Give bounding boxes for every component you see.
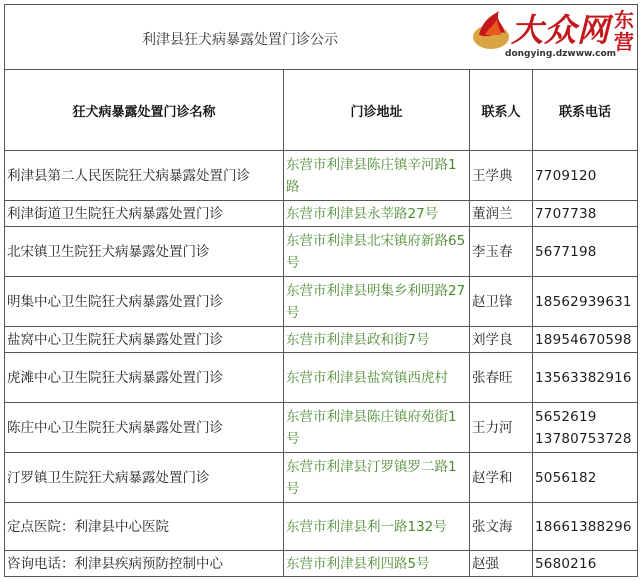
- title-cell: [5, 5, 638, 70]
- clinic-name: 盐窝中心卫生院狂犬病暴露处置门诊: [5, 327, 284, 353]
- clinic-phone: 5056182: [533, 453, 638, 503]
- table-row: [5, 227, 638, 277]
- clinic-name: 北宋镇卫生院狂犬病暴露处置门诊: [5, 227, 284, 277]
- table-row: [5, 403, 638, 453]
- page-title: 利津县狂犬病暴露处置门诊公示: [142, 32, 338, 48]
- clinic-contact: 王学典: [470, 151, 533, 201]
- table-row: [5, 327, 638, 353]
- clinic-name: 利津街道卫生院狂犬病暴露处置门诊: [5, 201, 284, 227]
- table-row: [5, 201, 638, 227]
- clinic-address: 东营市利津县利四路5号: [284, 551, 470, 577]
- clinic-name: 利津县第二人民医院狂犬病暴露处置门诊: [5, 151, 284, 201]
- table-row: [5, 551, 638, 577]
- clinic-name: 明集中心卫生院狂犬病暴露处置门诊: [5, 277, 284, 327]
- clinic-contact: 赵学和: [470, 453, 533, 503]
- clinic-address: 东营市利津县政和街7号: [284, 327, 470, 353]
- table-row: [5, 503, 638, 551]
- clinic-name: 定点医院：利津县中心医院: [5, 503, 284, 551]
- clinic-phone: 5680216: [533, 551, 638, 577]
- clinic-contact: 刘学良: [470, 327, 533, 353]
- clinic-name: 咨询电话：利津县疾病预防控制中心: [5, 551, 284, 577]
- table-row: [5, 277, 638, 327]
- clinic-phone: 18562939631: [533, 277, 638, 327]
- title-row: [5, 5, 638, 70]
- clinic-address: 东营市利津县陈庄镇府苑街1号: [284, 403, 470, 453]
- clinic-contact: 王力河: [470, 403, 533, 453]
- clinic-address: 东营市利津县汀罗镇罗二路1号: [284, 453, 470, 503]
- flame-logo-icon: [469, 9, 513, 53]
- clinic-phone: 7707738: [533, 201, 638, 227]
- clinic-contact: 李玉春: [470, 227, 533, 277]
- clinic-phone: 18661388296: [533, 503, 638, 551]
- clinic-name: 汀罗镇卫生院狂犬病暴露处置门诊: [5, 453, 284, 503]
- table-row: [5, 453, 638, 503]
- clinic-phone: 18954670598: [533, 327, 638, 353]
- clinic-name: 虎滩中心卫生院狂犬病暴露处置门诊: [5, 353, 284, 403]
- logo-city: 东营: [614, 8, 634, 54]
- clinic-phone: 5677198: [533, 227, 638, 277]
- clinic-contact: 赵强: [470, 551, 533, 577]
- clinic-contact: 董润兰: [470, 201, 533, 227]
- header-name: 狂犬病暴露处置门诊名称: [5, 70, 284, 151]
- notice-sheet: [4, 4, 637, 578]
- clinic-address: 东营市利津县利一路132号: [284, 503, 470, 551]
- clinic-address: 东营市利津县陈庄镇辛河路1路: [284, 151, 470, 201]
- clinic-phone: 7709120: [533, 151, 638, 201]
- table-row: [5, 151, 638, 201]
- clinic-address: 东营市利津县永莘路27号: [284, 201, 470, 227]
- clinic-contact: 张文海: [470, 503, 533, 551]
- clinic-address: 东营市利津县盐窝镇西虎村: [284, 353, 470, 403]
- clinic-phone: 13563382916: [533, 353, 638, 403]
- clinic-contact: 张春旺: [470, 353, 533, 403]
- table-row: [5, 353, 638, 403]
- logo-url: dongying.dzwww.com: [505, 49, 617, 59]
- clinic-name: 陈庄中心卫生院狂犬病暴露处置门诊: [5, 403, 284, 453]
- clinic-address: 东营市利津县北宋镇府新路65号: [284, 227, 470, 277]
- clinic-contact: 赵卫锋: [470, 277, 533, 327]
- clinic-table: [4, 4, 638, 577]
- header-phone: 联系电话: [533, 70, 638, 151]
- logo-wordmark: 大众网: [511, 11, 611, 49]
- clinic-address: 东营市利津县明集乡利明路27号: [284, 277, 470, 327]
- site-logo: [465, 9, 635, 65]
- header-address: 门诊地址: [284, 70, 470, 151]
- clinic-phone: 5652619 13780753728: [533, 403, 638, 453]
- header-row: [5, 70, 638, 151]
- header-contact: 联系人: [470, 70, 533, 151]
